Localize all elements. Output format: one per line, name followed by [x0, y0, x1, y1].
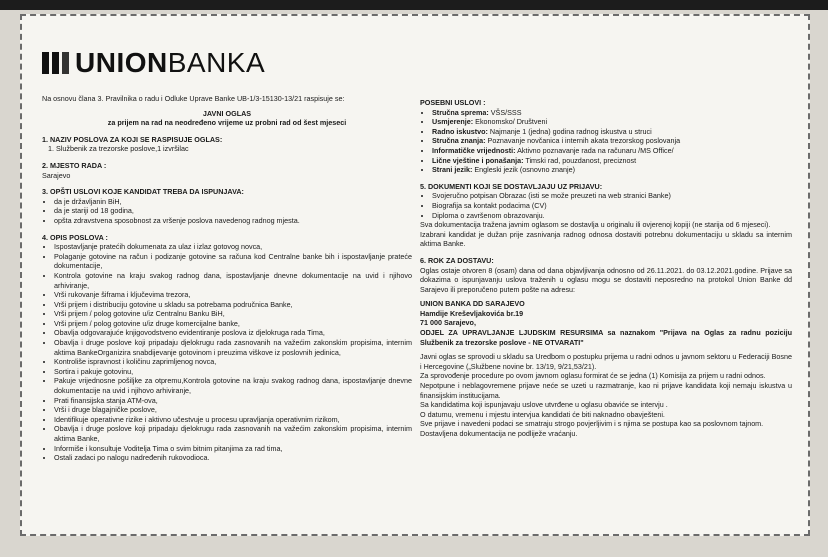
list-item: • opšta zdravstvena sposobnost za vršenje poslova navedenog radnog mjesta.: [54, 216, 412, 226]
list-item: • Pakuje vrijednosne pošiljke za otpremu,Kontrola gotovine na kraju svakog radnog dana, ispostavljanje dnevne dokumentacije na uvid i njihovo arhiviranje,: [54, 376, 412, 395]
list-item: • Sortira i pakuje gotovinu,: [54, 367, 412, 377]
documents-note-2: Izabrani kandidat je dužan prije zasnivanja radnog odnosa dostaviti potrebnu dokumentaciju u skladu sa internim aktima Banke.: [420, 229, 792, 249]
closing-text: Sve prijave i navedeni podaci se smatraju strogo povjerljivim i s njima se postupa kao sa poslovnom tajnom.: [420, 419, 764, 429]
list-item: • Stručna znanja: Poznavanje novčanica i internih akata trezorskog poslovanja: [432, 136, 792, 146]
list-item: • Radno iskustvo: Najmanje 1 (jedna) godina radnog iskustva u struci: [432, 127, 792, 137]
documents-list: [420, 191, 792, 220]
special-conditions-title: POSEBNI USLOVI :: [420, 98, 486, 107]
list-item: • Ispostavljanje pratećih dokumenata za ulaz i izlaz gotovog novca,: [54, 242, 412, 252]
closing-text: Javni oglas se sprovodi u skladu sa Uredbom o postupku prijema u radni odnos u javnom sektoru u Federaciji Bosne i Hercegovine („Službene novine br. 13/19, 9/21,53/21).: [420, 352, 792, 371]
intro-text: Na osnovu člana 3. Pravilnika o radu i Odluke Uprave Banke UB-1/3-15130-13/21 raspisuje se:: [42, 94, 345, 103]
section-4-title: 4. OPIS POSLOVA :: [42, 232, 108, 242]
logo-word-union: UNION: [75, 47, 168, 78]
logo-word-banka: BANKA: [167, 47, 266, 78]
list-item: • da je stariji od 18 godina,: [54, 206, 412, 216]
section-5-title: 5. DOKUMENTI KOJI SE DOSTAVLJAJU UZ PRIJAVU:: [420, 181, 603, 191]
list-item: • Vrši i druge blagajničke poslove,: [54, 405, 412, 415]
list-item: • Kontrola gotovine na kraju svakog radnog dana, ispostavljanje dnevne dokumentacije na uvid i njihovo arhiviranje,: [54, 271, 412, 290]
section-2-text: Sarajevo: [42, 170, 71, 180]
section-6-text: Oglas ostaje otvoren 8 (osam) dana od dana objavljivanja odnosno od 26.11.2021. do 03.12.2021.godine. Prijave sa dokazima o ispunjavanju uslova traženih u oglasu mogu se dostaviti neposredno na protokol Union Banke dd Sarajevo ili preporučeno putem pošte na adresu:: [420, 265, 792, 294]
list-item: • Prati finansijska stanja ATM-ova,: [54, 396, 412, 406]
left-column: [42, 94, 412, 463]
closing-text: Dostavljena dokumentacija ne podliježe vraćanju.: [420, 429, 578, 438]
list-item: • Svojeručno potpisan Obrazac (isti se može preuzeti na web stranici Banke): [432, 191, 792, 201]
logo-mark-icon: [42, 52, 69, 74]
general-conditions-list: [42, 197, 412, 226]
list-item: • Ostali zadaci po nalogu nadređenih rukovodioca.: [54, 453, 412, 463]
list-item: • Polaganje gotovine na račun i podizanje gotovine sa računa kod Centralne banke bih i ispostavljanje prateće dokumentacije,: [54, 252, 412, 271]
list-item: • Biografija sa kontakt podacima (CV): [432, 201, 792, 211]
newspaper-top-band: [0, 0, 828, 10]
address-line-1: UNION BANKA DD SARAJEVO: [420, 299, 525, 309]
address-line-3: 71 000 Sarajevo,: [420, 318, 476, 328]
closing-text: Sa kandidatima koji ispunjavaju uslove utvrđene u oglasu obaviće se intervju .: [420, 400, 668, 410]
list-item: • Kontroliše ispravnost i količinu zaprimljenog novca,: [54, 357, 412, 367]
ad-subtitle: za prijem na rad na neodređeno vrijeme uz probni rad od šest mjeseci: [107, 118, 347, 128]
list-item: • da je državljanin BiH,: [54, 197, 412, 207]
special-conditions-list: [420, 108, 792, 175]
section-6-title: 6. ROK ZA DOSTAVU:: [420, 255, 494, 265]
section-3-title: 3. OPŠTI USLOVI KOJE KANDIDAT TREBA DA ISPUNJAVA:: [42, 187, 244, 197]
closing-text: O datumu, vremenu i mjestu intervjua kandidati će biti naknadno obavješteni.: [420, 409, 665, 419]
list-item: • Informiše i konsultuje Voditelja Tima o svim bitnim pitanjima za rad tima,: [54, 444, 412, 454]
list-item: • Lične vještine i ponašanja: Timski rad, pouzdanost, preciznost: [432, 156, 792, 166]
list-item: • Vrši prijem / polog gotovine u/iz Centralnu Banku BiH,: [54, 309, 412, 319]
list-item: • Strani jezik: Engleski jezik (osnovno znanje): [432, 165, 792, 175]
address-line-2: Hamdije Kreševljakovića br.19: [420, 308, 524, 318]
list-item: • Obavlja i druge poslove koji pripadaju djelokrugu rada zasnovanih na važećim zakonskim propisima, internim aktima BankeOrganizira snabdijevanje gotovinom i preuzima viškove iz poslovnih jedinica,: [54, 338, 412, 357]
list-item: • Vrši prijem / polog gotovine u/iz druge komercijalne banke,: [54, 319, 412, 329]
job-description-list: [42, 242, 412, 463]
list-item: • Vrši rukovanje šiframa i ključevima trezora,: [54, 290, 412, 300]
closing-text: Za sprovođenje procedure po ovom javnom oglasu formirat će se jedna (1) Komisija za prijem u radni odnos.: [420, 371, 766, 381]
list-item: • Informatičke vrijednosti: Aktivno poznavanje rada na računaru /MS Office/: [432, 146, 792, 156]
union-banka-logo: [42, 46, 265, 80]
list-item: • Vrši prijem i distribuciju gotovine u skladu sa potrebama područnica Banke,: [54, 300, 412, 310]
list-item: • Obavlja odgovarajuće knjigovodstveno evidentiranje poslova iz djelokruga rada Tima,: [54, 328, 412, 338]
job-advertisement: [20, 14, 810, 536]
section-1-text: 1. Službenik za trezorske poslove,1 izvršilac: [48, 144, 189, 154]
documents-note-1: Sva dokumentacija tražena javnim oglasom se dostavlja u originalu ili ovjerenoj kopiji (ne starija od 6 mjeseci).: [420, 220, 771, 230]
section-2-title: 2. MJESTO RADA :: [42, 160, 107, 170]
list-item: • Obavlja i druge poslove koji pripadaju djelokrugu rada zasnovanih na važećim zakonskim propisima, internim aktima Banke,: [54, 424, 412, 443]
section-1-title: 1. NAZIV POSLOVA ZA KOJI SE RASPISUJE OGLAS:: [42, 134, 223, 144]
closing-text: Nepotpune i neblagovremene prijave neće se uzeti u razmatranje, kao ni prijave kandidata koji nemaju iskustva u finansijskim institucijama.: [420, 381, 792, 400]
ad-title: JAVNI OGLAS: [202, 108, 252, 118]
list-item: • Diploma o završenom obrazovanju.: [432, 211, 792, 221]
right-column: [420, 98, 792, 439]
address-line-4: ODJEL ZA UPRAVLJANJE LJUDSKIM RESURSIMA sa naznakom "Prijava na Oglas za radnu poziciju Službenik za trezorske poslove - NE OTVARATI": [420, 328, 792, 347]
list-item: • Stručna sprema: VŠS/SSS: [432, 108, 792, 118]
list-item: • Usmjerenje: Ekonomsko/ Društveni: [432, 117, 792, 127]
list-item: • Identifikuje operativne rizike i aktivno učestvuje u procesu upravljanja operativnim rizikom,: [54, 415, 412, 425]
